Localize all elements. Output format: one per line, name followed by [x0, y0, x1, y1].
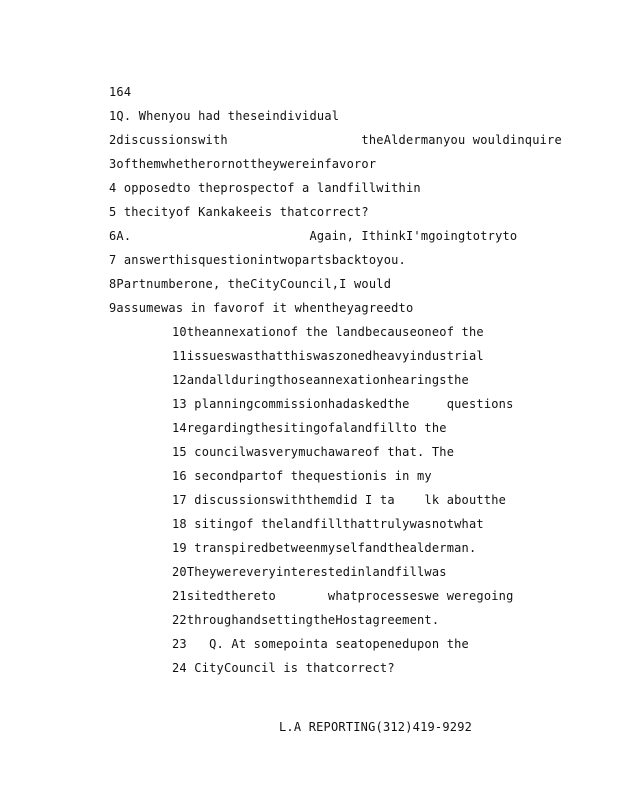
transcript-line-21: 21sitedthereto whatprocesseswe weregoing	[172, 589, 514, 603]
transcript-line-15: 15 councilwasverymuchawareof that. The	[172, 445, 455, 459]
transcript-line-3: 3ofthemwhetherornottheywereinfavoror	[109, 157, 377, 171]
transcript-line-12: 12andallduringthoseannexationhearingsthe	[172, 373, 469, 387]
transcript-line-10: 10theannexationof the landbecauseoneof the	[172, 325, 484, 339]
transcript-line-23: 23 Q. At somepointa seatopenedupon the	[172, 637, 469, 651]
transcript-line-16: 16 secondpartof thequestionis in my	[172, 469, 432, 483]
transcript-line-4: 4 opposedto theprospectof a landfillwithin	[109, 181, 421, 195]
transcript-line-19: 19 transpiredbetweenmyselfandthealderman.	[172, 541, 477, 555]
transcript-line-6: 6A. Again, IthinkI'mgoingtotryto	[109, 229, 518, 243]
transcript-line-14: 14regardingthesitingofalandfillto the	[172, 421, 447, 435]
transcript-line-22: 22throughandsettingtheHostagreement.	[172, 613, 440, 627]
transcript-line-8: 8Partnumberone, theCityCouncil,I would	[109, 277, 392, 291]
transcript-line-13: 13 planningcommissionhadaskedthe questions	[172, 397, 514, 411]
transcript-line-5: 5 thecityof Kankakeeis thatcorrect?	[109, 205, 369, 219]
page-number: 164	[109, 85, 132, 99]
transcript-line-2: 2discussionswith theAldermanyou wouldinquire	[109, 133, 562, 147]
transcript-line-7: 7 answerthisquestionintwopartsbacktoyou.	[109, 253, 406, 267]
transcript-line-20: 20Theywereveryinterestedinlandfillwas	[172, 565, 447, 579]
transcript-line-18: 18 sitingof thelandfillthattrulywasnotwhat	[172, 517, 484, 531]
transcript-line-17: 17 discussionswiththemdid I ta lk aboutthe	[172, 493, 507, 507]
transcript-line-9: 9assumewas in favorof it whentheyagreedto	[109, 301, 414, 315]
transcript-line-24: 24 CityCouncil is thatcorrect?	[172, 661, 395, 675]
reporter-footer: L.A REPORTING(312)419-9292	[279, 720, 473, 734]
transcript-line-1: 1Q. Whenyou had theseindividual	[109, 109, 340, 123]
transcript-line-11: 11issueswasthatthiswaszonedheavyindustrial	[172, 349, 484, 363]
